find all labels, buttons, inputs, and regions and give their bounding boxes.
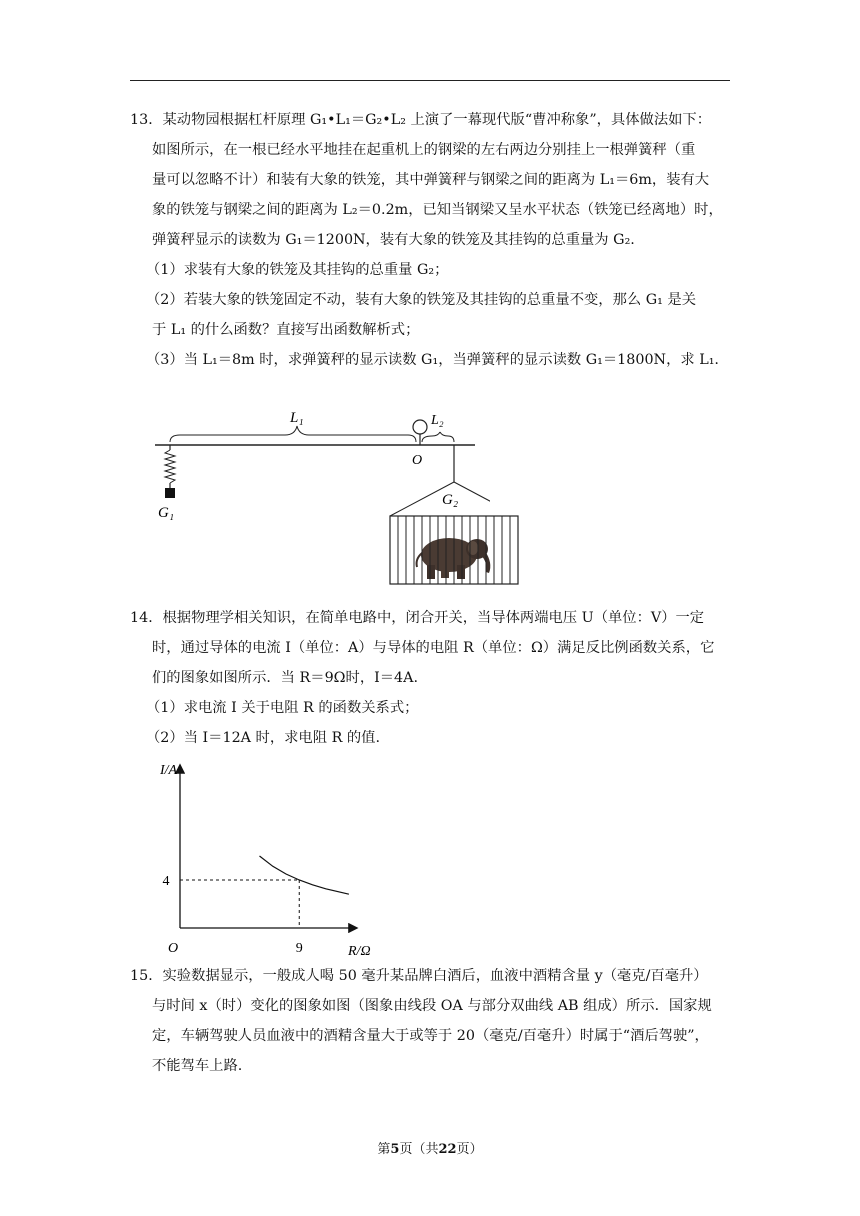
x-axis-label: R/Ω [348, 944, 371, 959]
q14-line-3: 们的图象如图所示．当 R＝9Ω时，I＝4A. [152, 670, 419, 686]
q13-sub-3: （3）当 L₁＝8m 时，求弹簧秤的显示读数 G₁，当弹簧秤的显示读数 G₁＝1800N，求 L₁. [146, 352, 719, 368]
l1-brace [170, 426, 416, 442]
l2-label: L₂ [431, 413, 444, 428]
l2-brace [422, 432, 440, 442]
q14-sub-1: （1）求电流 I 关于电阻 R 的函数关系式； [146, 700, 419, 716]
q14-number: 14． [130, 610, 163, 626]
spring-icon [165, 450, 175, 483]
q13-sub-1: （1）求装有大象的铁笼及其挂钩的总重量 G₂； [146, 262, 449, 278]
q13-line-1: 某动物园根据杠杆原理 G₁•L₁＝G₂•L₂ 上演了一幕现代版“曹冲称象”，具体做法如下： [162, 112, 712, 128]
y-tick-label: 4 [162, 874, 170, 889]
question-14 [130, 603, 730, 753]
q13-sub-2a: （2）若装大象的铁笼固定不动，装有大象的铁笼及其挂钩的总重量不变，那么 G₁ 是关 [146, 292, 697, 308]
q13-line-5: 弹簧秤显示的读数为 G₁＝1200N，装有大象的铁笼及其挂钩的总重量为 G₂. [152, 232, 635, 248]
q13-line-2: 如图所示，在一根已经水平地挂在起重机上的钢梁的左右两边分别挂上一根弹簧秤（重 [152, 142, 696, 158]
q13-line-4: 象的铁笼与钢梁之间的距离为 L₂＝0.2m，已知当钢梁又呈水平状态（铁笼已经离地）时， [152, 202, 723, 218]
page-footer: 第5页（共22页） [377, 1142, 483, 1157]
g1-label: G₁ [158, 505, 175, 521]
elephant-cage [389, 515, 519, 585]
l1-label: L₁ [290, 410, 304, 426]
question-15 [130, 961, 730, 1081]
page-total: 22 [438, 1142, 457, 1157]
q15-number: 15． [130, 968, 163, 984]
pivot-ring-icon [413, 420, 427, 434]
q15-line-1: 实验数据显示，一般成人喝 50 毫升某品牌白酒后，血液中酒精含量 y（毫克/百毫升） [162, 968, 708, 984]
question-13 [130, 105, 730, 375]
q14-line-1: 根据物理学相关知识，在简单电路中，闭合开关，当导体两端电压 U（单位：V）一定 [162, 610, 705, 626]
x-tick-label: 9 [295, 941, 303, 956]
q14-line-2: 时，通过导体的电流 I（单位：A）与导体的电阻 R（单位：Ω）满足反比例函数关系，它 [152, 640, 715, 656]
page-number: 5 [390, 1142, 400, 1157]
inverse-chart [160, 758, 400, 968]
q13-line-3: 量可以忽略不计）和装有大象的铁笼，其中弹簧秤与钢梁之间的距离为 L₁＝6m，装有大 [152, 172, 710, 188]
q14-sub-2: （2）当 I＝12A 时，求电阻 R 的值. [146, 730, 381, 746]
header-rule [130, 80, 730, 81]
q15-line-2: 与时间 x（时）变化的图象如图（图象由线段 OA 与部分双曲线 AB 组成）所示．国家规 [152, 998, 712, 1014]
q15-line-3: 定，车辆驾驶人员血液中的酒精含量大于或等于 20（毫克/百毫升）时属于“酒后驾驶”， [152, 1028, 709, 1044]
spring-weight [165, 488, 175, 498]
origin-label: O [168, 941, 179, 956]
series-curve [260, 856, 349, 894]
q15-line-4: 不能驾车上路. [152, 1058, 243, 1074]
q13-sub-2b: 于 L₁ 的什么函数？直接写出函数解析式； [152, 322, 420, 338]
pivot-label: O [412, 453, 423, 468]
g2-label: G₂ [442, 492, 459, 508]
y-axis-label: I/A [160, 763, 178, 778]
q13-number: 13． [130, 112, 163, 128]
